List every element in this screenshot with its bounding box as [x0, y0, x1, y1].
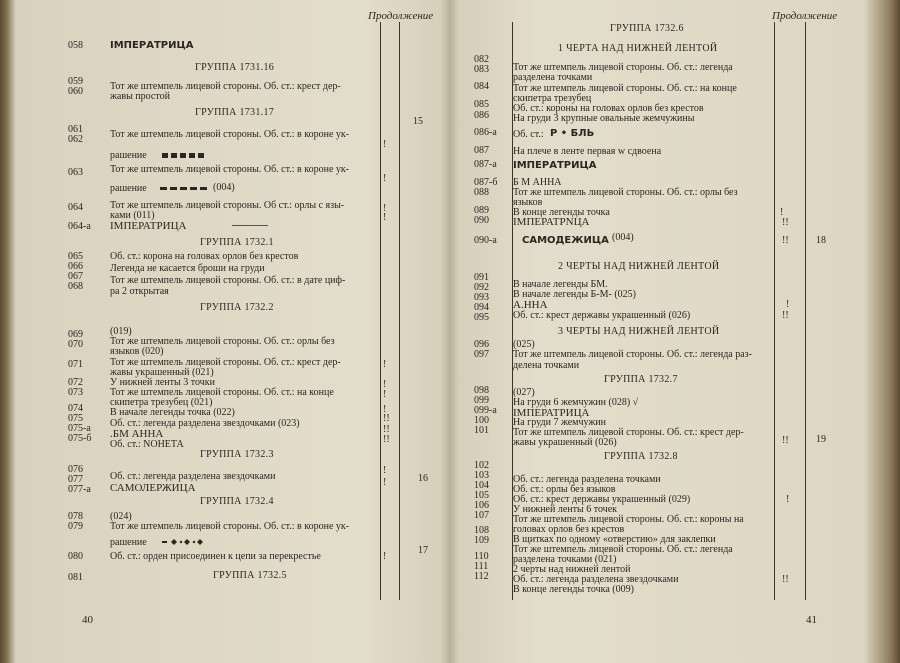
entry-text: жавы украшенный (021)	[110, 367, 214, 378]
entry-code: 080	[68, 551, 83, 562]
column-divider	[399, 22, 400, 600]
entry-text: Тот же штемпель лицевой стороны. Об. ст.: орлы без	[513, 187, 738, 198]
mark: !	[383, 173, 387, 184]
entry-code: 063	[68, 167, 83, 178]
entry-text: В щитках по одному «отверстию» для заклепки	[513, 534, 716, 545]
entry-text: САМОДЕЖИЦА	[522, 235, 609, 246]
entry-text: Об. ст.: крест державы украшенный (026)	[513, 310, 691, 321]
entry-text: Об. ст.:	[513, 129, 544, 140]
entry-text: IMПЕРАТРИЦА	[513, 407, 590, 419]
entry-code: 101	[474, 425, 489, 436]
entry-code: 065	[68, 251, 83, 262]
entry-code: 073	[68, 387, 83, 398]
entry-code: 090-а	[474, 235, 497, 246]
entry-text: Тот же штемпель лицевой стороны. Об. ст.: в дате циф-	[110, 275, 346, 286]
entry-text: ра 2 открытая	[110, 286, 169, 297]
entry-code: 087	[474, 145, 489, 156]
entry-text: Тот же штемпель лицевой стороны. Об. ст.: орлы без	[110, 336, 335, 347]
entry-text: Тот же штемпель лицевой стороны. Об. ст.: легенда	[513, 62, 733, 73]
entry-text: В начале легенды БМ.	[513, 279, 608, 290]
entry-code: 089	[474, 205, 489, 216]
entry-text: Р • БЛЬ	[550, 128, 595, 139]
entry-text: Об. ст.: орлы без языков	[513, 484, 616, 495]
entry-code: 068	[68, 281, 83, 292]
entry-code: 112	[474, 571, 489, 582]
entry-text: Тот же штемпель лицевой стороны. Об ст.: орлы с язы-	[110, 200, 345, 211]
entry-text: Об. ст.: легенда разделена звездочками	[513, 574, 679, 585]
entry-code: 058	[68, 40, 83, 51]
entry-text: Легенда не касается броши на груди	[110, 263, 265, 274]
group-title: ГРУППА 1732.7	[604, 374, 678, 385]
mark: !	[383, 212, 387, 223]
entry-text: Об. ст.: легенда разделена звездочками (023)	[110, 418, 300, 429]
entry-text: языков	[513, 197, 543, 208]
entry-text: САМОЛЕРЖИЦА	[110, 482, 196, 494]
entry-code: 087-а	[474, 159, 497, 170]
entry-code: 062	[68, 134, 83, 145]
entry-text: рашение	[110, 183, 147, 194]
entry-code: 064-а	[68, 221, 91, 232]
entry-code: 086	[474, 110, 489, 121]
entry-code: 079	[68, 521, 83, 532]
entry-text: .БМ АННА	[110, 428, 164, 440]
entry-code: 091	[474, 272, 489, 283]
group-title: ГРУППА 1732.8	[604, 451, 678, 462]
entry-code: 107	[474, 510, 489, 521]
entry-text: Тот же штемпель лицевой стороны. Об. ст.: легенда раз-	[513, 349, 752, 360]
column-divider	[805, 22, 806, 600]
group-title: ГРУППА 1731.17	[195, 107, 275, 118]
entry-code: 059	[68, 76, 83, 87]
entry-text: Об. ст.: орден присоединен к цепи за перекрестье	[110, 551, 321, 562]
entry-code: 086-а	[474, 127, 497, 138]
entry-code: 105	[474, 490, 489, 501]
entry-text: На груди 3 крупные овальные жемчужины	[513, 113, 695, 124]
mark: !	[786, 494, 790, 505]
entry-code: 092	[474, 282, 489, 293]
column-divider	[774, 22, 775, 600]
entry-code: 067	[68, 271, 83, 282]
ornament-dots-icon	[162, 152, 210, 160]
entry-code: 110	[474, 551, 489, 562]
entry-text: рашение	[110, 537, 147, 548]
entry-code: 078	[68, 511, 83, 522]
mark: !!	[782, 235, 789, 246]
mark: !!	[782, 310, 789, 321]
entry-text: У нижней ленты 3 точки	[110, 377, 215, 388]
entry-code: 090	[474, 215, 489, 226]
entry-code: 083	[474, 64, 489, 75]
entry-text: Тот же штемпель лицевой стороны. Об. ст.: легенда	[513, 544, 733, 555]
mark: !	[780, 207, 784, 218]
entry-code: 093	[474, 292, 489, 303]
entry-text: головах орлов без крестов	[513, 524, 625, 535]
entry-code: 069	[68, 329, 83, 340]
entry-code: 082	[474, 54, 489, 65]
mark: !	[383, 139, 387, 150]
column-number: 19	[816, 434, 826, 445]
entry-code: 108	[474, 525, 489, 536]
entry-text: скипетра трезубец	[513, 93, 592, 104]
entry-text: скипетра трезубец (021)	[110, 397, 213, 408]
mark: !	[383, 389, 387, 400]
mark: !	[383, 203, 387, 214]
entry-code: 060	[68, 86, 83, 97]
mark: !!	[782, 217, 789, 228]
group-title: ГРУППА 1732.1	[200, 237, 274, 248]
column-divider	[380, 22, 381, 600]
entry-text: В конце легенды точка (009)	[513, 584, 634, 595]
entry-text: Об. ст.: крест державы украшенный (029)	[513, 494, 691, 505]
page-number: 40	[82, 614, 93, 626]
entry-text: языков (020)	[110, 346, 164, 357]
entry-text: разделена точками	[513, 72, 593, 83]
entry-text: А.ННА	[513, 299, 548, 311]
entry-text: (019)	[110, 326, 132, 337]
entry-code: 072	[68, 377, 83, 388]
entry-code: 081	[68, 572, 83, 583]
entry-text: У нижней ленты 6 точек	[513, 504, 618, 515]
entry-text: ками (011)	[110, 210, 155, 221]
entry-code: 075	[68, 413, 83, 424]
entry-code: 077-а	[68, 484, 91, 495]
group-title: ГРУППА 1732.3	[200, 449, 274, 460]
entry-text: IMПЕРАТРNЦА	[513, 216, 590, 228]
entry-text: Тот же штемпель лицевой стороны. Об. ст.: в короне ук-	[110, 164, 350, 175]
entry-text: делена точками	[513, 360, 580, 371]
entry-code: 087-б	[474, 177, 498, 188]
entry-text: На плече в ленте первая w сдвоена	[513, 146, 662, 157]
entry-text: (004)	[213, 182, 235, 193]
entry-text: Б М АННА	[513, 177, 562, 188]
group-title: ГРУППА 1731.16	[195, 62, 275, 73]
entry-text: Тот же штемпель лицевой стороны. Об. ст.: в короне ук-	[110, 521, 350, 532]
mark: !!	[782, 435, 789, 446]
entry-code: 076	[68, 464, 83, 475]
entry-text: Тот же штемпель лицевой стороны. Об. ст.: в короне ук-	[110, 129, 350, 140]
entry-text: IMПЕРАТРИЦА	[110, 220, 187, 232]
entry-text: В начале легенды Б-М- (025)	[513, 289, 636, 300]
entry-code: 064	[68, 202, 83, 213]
entry-code: 084	[474, 81, 489, 92]
entry-code: 071	[68, 359, 83, 370]
column-number: 17	[418, 545, 428, 556]
mark: !	[383, 477, 387, 488]
mark: !!	[383, 424, 390, 435]
entry-text: Тот же штемпель лицевой стороны. Об. ст.: крест дер-	[110, 81, 341, 92]
entry-code: 075-а	[68, 423, 91, 434]
page-number: 41	[806, 614, 817, 626]
column-number: 16	[418, 473, 428, 484]
entry-text: В конце легенды точка	[513, 207, 610, 218]
ornament-diamonds-icon	[162, 537, 208, 547]
entry-code: 094	[474, 302, 489, 313]
entry-text: На груди 7 жемчужин	[513, 417, 606, 428]
entry-code: 106	[474, 500, 489, 511]
entry-text: Тот же штемпель лицевой стороны. Об. ст.: короны на	[513, 514, 744, 525]
column-number: 18	[816, 235, 826, 246]
dash-line	[232, 225, 268, 226]
entry-text: (004)	[612, 232, 634, 243]
right-page	[450, 0, 900, 663]
entry-text: Тот же штемпель лицевой стороны. Об. ст.: на конце	[110, 387, 334, 398]
mark: !	[383, 379, 387, 390]
entry-code: 111	[474, 561, 489, 572]
mark: !!	[383, 434, 390, 445]
entry-code: 077	[68, 474, 83, 485]
entry-text: рашение	[110, 150, 147, 161]
group-title: 3 ЧЕРТЫ НАД НИЖНЕЙ ЛЕНТОЙ	[558, 326, 720, 337]
entry-code: 061	[68, 124, 83, 135]
group-title: ГРУППА 1732.6	[610, 23, 684, 34]
group-title: 1 ЧЕРТА НАД НИЖНЕЙ ЛЕНТОЙ	[558, 43, 718, 54]
entry-code: 109	[474, 535, 489, 546]
entry-code: 096	[474, 339, 489, 350]
entry-text: Об. ст.: NОНЕТА	[110, 439, 184, 450]
entry-text: (024)	[110, 511, 132, 522]
column-number: 15	[413, 116, 423, 127]
group-title: ГРУППА 1732.4	[200, 496, 274, 507]
mark: !	[383, 465, 387, 476]
entry-code: 099-а	[474, 405, 497, 416]
page-header: Продолжение	[772, 10, 838, 22]
entry-text: жавы украшенный (026)	[513, 437, 617, 448]
mark: !	[383, 359, 387, 370]
group-title: ГРУППА 1732.2	[200, 302, 274, 313]
entry-code: 098	[474, 385, 489, 396]
entry-code: 074	[68, 403, 83, 414]
entry-code: 104	[474, 480, 489, 491]
entry-text: Об. ст.: корона на головах орлов без крестов	[110, 251, 299, 262]
group-title: ГРУППА 1732.5	[213, 570, 287, 581]
page-header: Продолжение	[368, 10, 434, 22]
entry-code: 088	[474, 187, 489, 198]
entry-text: Тот же штемпель лицевой стороны. Об. ст.: на конце	[513, 83, 737, 94]
entry-code: 100	[474, 415, 489, 426]
entry-text: Тот же штемпель лицевой стороны. Об. ст.: крест дер-	[110, 357, 341, 368]
entry-code: 075-б	[68, 433, 92, 444]
entry-text: На груди 6 жемчужин (028) √	[513, 397, 639, 408]
entry-text: Об. ст.: легенда разделена звездочками	[110, 471, 276, 482]
entry-text: IMПЕРАТРИЦА	[110, 40, 194, 51]
entry-code: 070	[68, 339, 83, 350]
entry-text: IMПЕРАТРИЦА	[513, 160, 597, 171]
entry-text: жавы простой	[110, 91, 170, 102]
entry-text: Тот же штемпель лицевой стороны. Об. ст.: крест дер-	[513, 427, 744, 438]
mark: !	[786, 299, 790, 310]
entry-code: 102	[474, 460, 489, 471]
entry-text: 2 черты над нижней лентой	[513, 564, 631, 575]
entry-code: 097	[474, 349, 489, 360]
mark: !!	[383, 413, 390, 424]
mark: !!	[782, 574, 789, 585]
mark: !	[383, 404, 387, 415]
entry-text: (025)	[513, 339, 535, 350]
entry-code: 066	[68, 261, 83, 272]
entry-text: Об. ст.: легенда разделена точками	[513, 474, 661, 485]
group-title: 2 ЧЕРТЫ НАД НИЖНЕЙ ЛЕНТОЙ	[558, 261, 720, 272]
ornament-dashes-icon	[160, 185, 208, 193]
entry-text: В начале легенды точка (022)	[110, 407, 235, 418]
entry-code: 095	[474, 312, 489, 323]
entry-text: разделена точками (021)	[513, 554, 617, 565]
entry-code: 085	[474, 99, 489, 110]
entry-code: 103	[474, 470, 489, 481]
mark: !	[383, 551, 387, 562]
entry-code: 099	[474, 395, 489, 406]
entry-text: (027)	[513, 387, 535, 398]
entry-text: Об. ст.: короны на головах орлов без крестов	[513, 103, 704, 114]
